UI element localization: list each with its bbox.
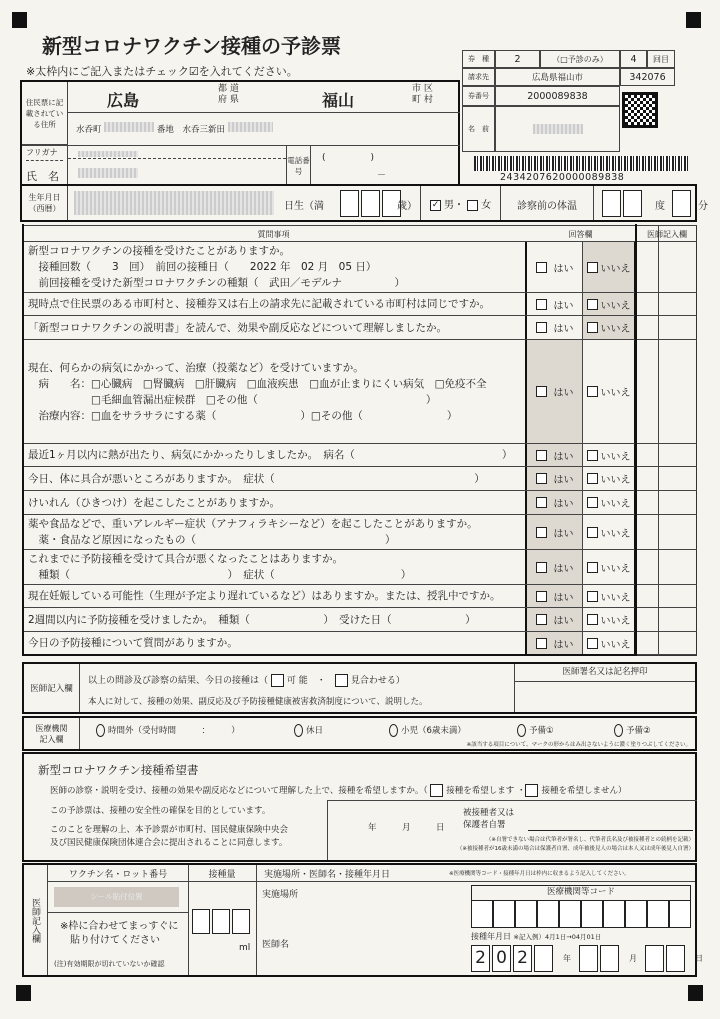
male-checkbox[interactable]: ✓: [431, 199, 440, 210]
no-checkbox[interactable]: [587, 614, 598, 625]
code-digit-box[interactable]: [493, 900, 515, 928]
yes-option[interactable]: はい: [525, 515, 582, 549]
question-row: [22, 550, 697, 585]
ticket-name-redacted: [495, 106, 620, 152]
signature-date[interactable]: 年 月 日: [368, 823, 445, 833]
yes-option[interactable]: はい: [525, 467, 582, 490]
sticker-position[interactable]: シール貼付位置: [54, 887, 179, 907]
pref-suffix: 府 県: [218, 95, 239, 105]
yes-option[interactable]: はい: [525, 550, 582, 584]
no-checkbox[interactable]: [587, 299, 598, 310]
no-checkbox[interactable]: [587, 562, 598, 573]
yes-checkbox[interactable]: [536, 262, 547, 273]
pref-suffix: 都 道: [218, 84, 239, 94]
code-digit-box[interactable]: [559, 900, 581, 928]
date-label: 接種年月日 ※記入例）4月1日→04月01日: [471, 932, 602, 941]
year-digit[interactable]: 0: [492, 945, 511, 972]
no-option[interactable]: いいえ: [582, 550, 636, 584]
place-label: 実施場所: [262, 890, 299, 900]
age-digit[interactable]: [361, 190, 380, 217]
question-text: これまでに予防接種を受けて具合が悪くなったことはありますか。 種類（ ） 症状（ ）: [28, 553, 412, 581]
purpose-text: この予診票は、接種の安全性の確保を目的としています。: [50, 806, 271, 816]
yes-option[interactable]: はい: [525, 242, 582, 292]
city-suffix: 市 区: [412, 84, 433, 94]
no-option[interactable]: いいえ: [582, 608, 636, 631]
city[interactable]: 福山: [322, 91, 355, 110]
question-row: [22, 585, 697, 608]
not-want-checkbox[interactable]: [525, 784, 538, 797]
applicant-box: [20, 80, 460, 184]
no-checkbox[interactable]: [587, 450, 598, 461]
option-reserve-1[interactable]: 予備①: [517, 724, 554, 737]
billing-label: 請求先: [462, 68, 495, 86]
question-text: 新型コロナワクチンの接種を受けたことがありますか。 接種回数（ 3 回） 前回の接種日（ 2022 年 02 月 05 日） 前回接種を受けた新型コロナワクチンの種類（ 武田／モデルナ ）: [28, 245, 405, 289]
question-row: [22, 515, 697, 550]
billing-code: 342076: [620, 68, 675, 86]
month-digit[interactable]: [579, 945, 598, 972]
eligibility: 以上の問診及び診察の結果、今日の接種は（ 可 能 ・ 見合わせる）: [88, 676, 405, 686]
question-row: [22, 293, 697, 316]
signature-area: [327, 800, 697, 860]
no-option[interactable]: いいえ: [582, 467, 636, 490]
no-checkbox[interactable]: [587, 497, 598, 508]
yes-checkbox[interactable]: [536, 299, 547, 310]
temperature-label: 診察前の体温: [517, 201, 577, 212]
phone-dash: －: [377, 171, 387, 181]
record-label: 医師記入欄: [24, 865, 48, 975]
option-reserve-2[interactable]: 予備②: [614, 724, 651, 737]
question-text: けいれん（ひきつけ）を起こしたことがありますか。: [28, 496, 280, 509]
age-digit[interactable]: [340, 190, 359, 217]
temp-decimal[interactable]: [672, 190, 691, 217]
yes-option[interactable]: はい: [525, 491, 582, 514]
degree-unit: 度: [655, 201, 665, 212]
birth-row: [20, 184, 708, 222]
code-digit-box[interactable]: [581, 900, 603, 928]
temp-digit[interactable]: [602, 190, 621, 217]
question-row: [22, 608, 697, 632]
yes-checkbox[interactable]: [536, 562, 547, 573]
yes-option[interactable]: はい: [525, 444, 582, 466]
option-holiday[interactable]: 休日: [294, 724, 323, 737]
no-checkbox[interactable]: [587, 638, 598, 649]
yes-checkbox[interactable]: [536, 386, 547, 397]
doctor-label: 医師記入欄: [24, 664, 80, 712]
doctor-name-label: 医師名: [262, 940, 290, 950]
code-digit-box[interactable]: [625, 900, 647, 928]
question-text: 薬や食品などで、重いアレルギー症状（アナフィラキシーなど）を起こしたことがありますか。 薬・食品など原因になったもの（ ）: [28, 518, 478, 546]
agreement-text: このことを理解の上、本予診票が市町村、国民健康保険中央会 及び国民健康保険団体連合会に提出されることに同意します。: [50, 825, 289, 848]
header-doctor: 医師記入欄: [636, 229, 697, 245]
name-label: フリガナ 氏 名: [22, 145, 68, 186]
sex-select: ✓ 男・ 女: [431, 199, 492, 211]
header-questions: 質問事項: [257, 230, 290, 239]
yes-option[interactable]: はい: [525, 340, 582, 443]
no-checkbox[interactable]: [587, 473, 598, 484]
question-text: 現在妊娠している可能性（生理が予定より遅れているなど）はありますか。または、授乳中ですか。: [28, 590, 501, 602]
signature-notes: （※自署できない場合は代筆者が署名し、代筆者氏名及び被接種者との続柄を記載） （※被接種者が16歳未満の場合は保護者自署、成年被後見人の場合は本人又は成年後見人自署）: [456, 837, 694, 852]
signature-field[interactable]: [528, 830, 693, 831]
no-option[interactable]: いいえ: [582, 316, 636, 339]
phone-label: 電話番号: [286, 145, 311, 186]
question-text: 現在、何らかの病気にかかって、治療（投薬など）を受けていますか。 病 名：□心臓病 □腎臓病 □肝臓病 □血液疾患 □血が止まりにくい病気 □免疫不全 □毛細血管漏出症候群 □その他（ ） 治療内容：□血をサラサラにする薬（ ）□その他（ ）: [28, 361, 487, 422]
question-row: [22, 340, 697, 444]
address-label: 住民票に記載されている住所: [22, 82, 68, 145]
yes-checkbox[interactable]: [536, 473, 547, 484]
no-checkbox[interactable]: [587, 527, 598, 538]
possible-checkbox[interactable]: [271, 674, 284, 687]
registration-mark: [12, 12, 27, 28]
vaccine-header: ワクチン名・ロット番号: [68, 870, 168, 880]
qr-code: [622, 92, 658, 128]
birth-label: 生年月日（西暦）: [22, 186, 68, 220]
address-line[interactable]: 水呑町 番地 水呑三新田: [76, 122, 273, 135]
expiry-note: (注)有効期限が切れていないか確認: [54, 960, 165, 968]
registration-mark: [686, 12, 701, 28]
no-option[interactable]: いいえ: [582, 444, 636, 466]
yes-option[interactable]: はい: [525, 316, 582, 339]
question-text: 最近1ヶ月以内に熱が出たり、病気にかかったりしましたか。 病名（ ）: [28, 449, 513, 461]
page-title: 新型コロナワクチン接種の予診票: [42, 34, 341, 58]
decimal-unit: 分: [698, 201, 708, 212]
question-row: [22, 467, 697, 491]
no-option[interactable]: いいえ: [582, 340, 636, 443]
question-row: [22, 632, 697, 655]
signature-label: 被接種者又は 保護者自署: [463, 808, 515, 830]
institution-label: 医療機関記入欄: [24, 718, 80, 749]
dose-field[interactable]: [192, 909, 252, 934]
postpone-checkbox[interactable]: [335, 674, 348, 687]
yes-checkbox[interactable]: [536, 322, 547, 333]
ticket-type-value: 2: [495, 50, 540, 68]
consent-section: [22, 752, 697, 862]
yes-checkbox[interactable]: [536, 614, 547, 625]
institution-code-field[interactable]: [471, 900, 691, 928]
year-digit[interactable]: [534, 945, 553, 972]
consent-title: 新型コロナワクチン接種希望書: [38, 763, 199, 777]
option-child[interactable]: 小児（6歳未満）: [389, 724, 466, 737]
no-option[interactable]: いいえ: [582, 491, 636, 514]
code-digit-box[interactable]: [471, 900, 493, 928]
doctor-signature-field[interactable]: 医師署名又は記名押印: [514, 664, 695, 712]
dose-header: 接種量: [208, 870, 236, 880]
ticket-type-label: 券 種: [462, 50, 495, 68]
header-answers: 回答欄: [568, 230, 593, 239]
prefecture[interactable]: 広島: [107, 91, 140, 110]
question-text: 現時点で住民票のある市町村と、接種券又は右上の請求先に記載されている市町村は同じですか。: [28, 298, 490, 310]
birth-suffix: 日生（満: [284, 201, 324, 212]
city-suffix: 町 村: [412, 95, 433, 105]
year-digit[interactable]: 2: [471, 945, 490, 972]
question-row: [22, 242, 697, 293]
ticket-number: 2000089838: [495, 86, 620, 106]
yes-checkbox[interactable]: [536, 638, 547, 649]
billing-value: 広島県福山市: [495, 68, 620, 86]
yes-checkbox[interactable]: [536, 450, 547, 461]
no-option[interactable]: いいえ: [582, 293, 636, 315]
phone-field[interactable]: ( ): [322, 153, 375, 163]
yes-option[interactable]: はい: [525, 585, 582, 607]
no-option[interactable]: いいえ: [582, 515, 636, 549]
yes-option[interactable]: はい: [525, 608, 582, 631]
question-text: 今日の予防接種について質問がありますか。: [28, 637, 238, 649]
place-header: 実施場所・医師名・接種年月日: [264, 870, 391, 880]
institution-note: ※該当する項目について、マークの形からはみ出さないように濃く塗りつぶしてください。: [466, 742, 691, 748]
yes-checkbox[interactable]: [536, 497, 547, 508]
barcode: [474, 156, 688, 171]
no-option[interactable]: いいえ: [582, 585, 636, 607]
question-row: [22, 491, 697, 515]
no-option[interactable]: いいえ: [582, 242, 636, 292]
no-checkbox[interactable]: [587, 591, 598, 602]
vaccination-record: [22, 863, 703, 977]
female-checkbox[interactable]: [467, 200, 478, 211]
yes-checkbox[interactable]: [536, 527, 547, 538]
code-digit-box[interactable]: [603, 900, 625, 928]
no-option[interactable]: いいえ: [582, 632, 636, 654]
registration-mark: [16, 985, 31, 1001]
registration-mark: [688, 985, 703, 1001]
year-digit[interactable]: 2: [513, 945, 532, 972]
code-digit-box[interactable]: [669, 900, 691, 928]
temp-digit[interactable]: [623, 190, 642, 217]
no-checkbox[interactable]: [587, 262, 598, 273]
instruction: ※太枠内にご記入またはチェック☑を入れてください。: [26, 65, 298, 78]
question-text: 「新型コロナワクチンの説明書」を読んで、効果や副反応などについて理解しましたか。: [28, 321, 448, 334]
ticket-info: [462, 50, 675, 155]
birthdate-redacted[interactable]: [74, 191, 274, 215]
ml-unit: ml: [239, 943, 251, 953]
record-note: ※医療機関等コード・接種年月日は枠内に収まるよう記入してください。: [449, 871, 630, 877]
question-text: 今日、体に具合が悪いところがありますか。 症状（ ）: [28, 472, 485, 485]
code-digit-box[interactable]: [537, 900, 559, 928]
doctor-section: [22, 662, 697, 714]
question-row: [22, 444, 697, 467]
want-checkbox[interactable]: [430, 784, 443, 797]
no-checkbox[interactable]: [587, 322, 598, 333]
day-digit[interactable]: [645, 945, 664, 972]
vaccination-date: 2 0 2 年 月 日: [471, 945, 703, 972]
ticket-number-label: 券番号: [462, 86, 495, 106]
code-digit-box[interactable]: [647, 900, 669, 928]
consent-question: 医師の診察・説明を受け、接種の効果や副反応などについて理解した上で、接種を希望しますか。（ 接種を希望します ・ 接種を希望しません）: [50, 786, 627, 796]
paste-instruction: ※枠に合わせてまっすぐに 貼り付けてください: [60, 921, 179, 946]
yes-option[interactable]: はい: [525, 293, 582, 315]
month-digit[interactable]: [600, 945, 619, 972]
explanation-text: 本人に対して、接種の効果、副反応及び予防接種健康被害救済制度について、説明した。: [88, 697, 428, 707]
name-redacted[interactable]: [78, 168, 138, 181]
checkup-only: （□予診のみ）: [540, 50, 620, 68]
institution-section: [22, 716, 697, 751]
yes-checkbox[interactable]: [536, 591, 547, 602]
no-checkbox[interactable]: [587, 386, 598, 397]
ticket-name-label: 名 前: [462, 106, 495, 152]
question-text: 2週間以内に予防接種を受けましたか。 種類（ ） 受けた日（ ）: [28, 613, 476, 626]
barcode-number: 2434207620000089838: [500, 172, 625, 183]
yes-option[interactable]: はい: [525, 632, 582, 654]
day-digit[interactable]: [666, 945, 685, 972]
question-header: [22, 225, 697, 242]
code-digit-box[interactable]: [515, 900, 537, 928]
age-suffix: 歳）: [397, 201, 417, 212]
dose-number: 4: [620, 50, 647, 68]
question-row: [22, 316, 697, 340]
option-after-hours[interactable]: 時間外（受付時間 ： ）: [96, 724, 240, 737]
dose-unit: 回目: [647, 50, 675, 68]
institution-code-header: 医療機関等コード: [471, 885, 691, 901]
